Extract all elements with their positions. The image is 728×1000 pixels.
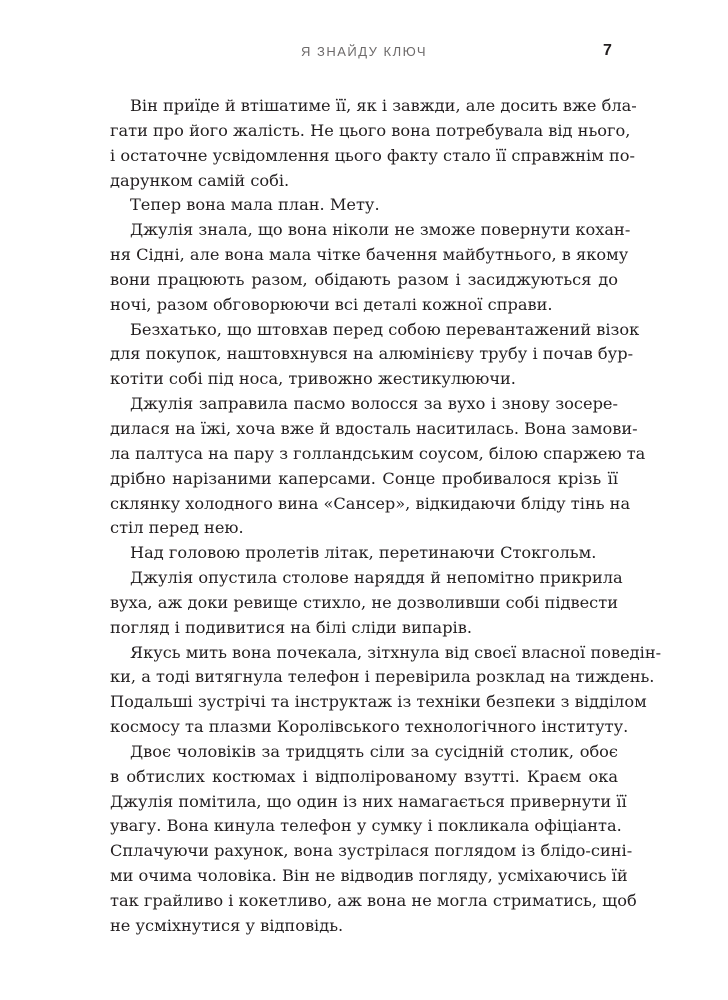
paragraph <box>110 740 637 939</box>
text-line: увагу. Вона кинула телефон у сумку і покликала офіціанта. <box>110 816 622 836</box>
text-line: ми очима чоловіка. Він не відводив погляду, усміхаючись їй <box>110 866 628 886</box>
text-line: Безхатько, що штовхав перед собою перевантажений візок <box>130 319 640 339</box>
text-line: Він приїде й втішатиме її, як і завжди, але досить вже бла- <box>130 96 637 115</box>
text-line: Тепер вона мала план. Мету. <box>130 195 380 215</box>
text-line: для покупок, наштовхнувся на алюмінієву трубу і почав бур- <box>110 344 634 364</box>
text-line: в обтислих костюмах і відполірованому взутті. Краєм ока <box>110 766 618 786</box>
text-line: склянку холодного вина «Сансер», відкидаючи бліду тінь на <box>110 493 631 513</box>
text-line: не усміхнутися у відповідь. <box>110 915 344 935</box>
paragraph <box>110 566 623 641</box>
text-line: дилася на їжі, хоча вже й вдосталь наситилась. Вона замови- <box>110 418 638 438</box>
text-line: гати про його жалість. Не цього вона потребувала від нього, <box>110 120 631 140</box>
text-line: Джулія знала, що вона ніколи не зможе повернути кохан- <box>130 220 631 240</box>
text-line: вони працюють разом, обідають разом і засиджуються до <box>110 269 618 289</box>
text-line: Джулія заправила пасмо волосся за вухо і знову зосере- <box>130 394 618 414</box>
text-line: Якусь мить вона почекала, зітхнула від своєї власної поведін- <box>130 642 662 662</box>
text-line: котіти собі під носа, тривожно жестикулюючи. <box>110 369 516 389</box>
text-line: стіл перед нею. <box>110 518 244 538</box>
paragraph <box>110 193 618 218</box>
text-line: дарунком самій собі. <box>110 170 290 190</box>
text-line: Сплачуючи рахунок, вона зустрілася поглядом із блідо-сині- <box>110 841 633 861</box>
text-line: ла палтуса на пару з голландським соусом, білою спаржею та <box>110 443 646 463</box>
text-line: ночі, разом обговорюючи всі деталі кожної справи. <box>110 294 553 314</box>
text-line: погляд і подивитися на білі сліди випарів. <box>110 617 472 637</box>
paragraph <box>110 218 631 317</box>
running-title: Я ЗНАЙДУ КЛЮЧ <box>300 44 428 59</box>
paragraph <box>110 94 637 193</box>
text-line: вуха, аж доки ревище стихло, не дозволивши собі підвести <box>110 592 618 612</box>
text-line: ки, а тоді витягнула телефон і перевірила розклад на тиждень. <box>110 667 655 687</box>
paragraph <box>110 318 640 393</box>
paragraph <box>110 392 646 541</box>
text-line: Джулія опустила столове наряддя й непомітно прикрила <box>130 568 623 588</box>
paragraph <box>110 541 618 566</box>
body-text <box>110 94 662 939</box>
text-line: так грайливо і кокетливо, аж вона не могла стриматись, щоб <box>110 891 637 910</box>
text-line: космосу та плазми Королівського технологічного інституту. <box>110 717 629 737</box>
text-line: Подальші зустрічі та інструктаж із техніки безпеки з відділом <box>110 692 647 712</box>
text-line: ня Сідні, але вона мала чітке бачення майбутнього, в якому <box>110 245 629 265</box>
text-line: дрібно нарізаними каперсами. Сонце пробивалося крізь її <box>110 468 618 488</box>
text-line: Джулія помітила, що один із них намагається привернути її <box>110 791 627 811</box>
page-number: 7 <box>603 42 612 59</box>
text-line: Над головою пролетів літак, перетинаючи Стокгольм. <box>130 543 597 563</box>
paragraph <box>110 641 662 740</box>
text-line: Двоє чоловіків за тридцять сіли за сусідній столик, обоє <box>130 741 618 761</box>
text-line: і остаточне усвідомлення цього факту стало її справжнім по- <box>110 145 635 165</box>
